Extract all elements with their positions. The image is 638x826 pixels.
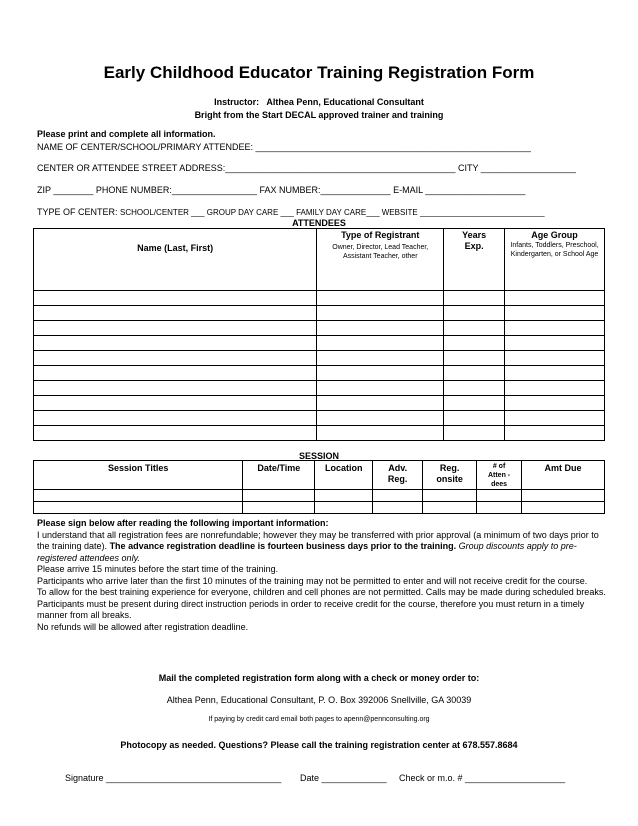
attendee-row [34,336,605,351]
attendee-row [34,291,605,306]
col-name: Name (Last, First) [34,229,317,291]
group-discount-note: Group discounts apply to pre-registered attendees only. [37,541,577,563]
session-adv-cell[interactable] [373,490,423,502]
arrival-note: Please arrive 15 minutes before the start time of the training. [37,564,279,574]
center-type-label: TYPE OF CENTER: [37,207,118,217]
session-onsite-cell[interactable] [423,502,477,514]
attendee-name-cell[interactable] [34,336,317,351]
attendee-type-cell[interactable] [317,291,444,306]
session-amt-cell[interactable] [522,490,605,502]
session-header-row [34,461,605,490]
form-subtitle: Bright from the Start DECAL approved trainer and training [194,110,444,120]
attendee-type-cell[interactable] [317,366,444,381]
session-title-cell[interactable] [34,502,243,514]
attendee-name-cell[interactable] [34,291,317,306]
attendee-type-cell[interactable] [317,426,444,441]
attendee-name-cell[interactable] [34,381,317,396]
attendee-age-cell[interactable] [505,306,605,321]
col-location: Location [315,461,373,490]
attendee-years-cell[interactable] [444,306,505,321]
col-type-note: Owner, Director, Lead Teacher, Assistant Teacher, other [332,244,429,260]
center-type-field[interactable] [37,207,545,217]
attendee-years-cell[interactable] [444,411,505,426]
col-session-titles: Session Titles [34,461,243,490]
session-body [34,490,605,514]
late-arrival-note: Participants who arrive later than the first 10 minutes of the training may not be permitted to enter and will not receive credit for the course. [37,575,588,586]
attendee-type-cell[interactable] [317,381,444,396]
attendee-type-cell[interactable] [317,351,444,366]
attendee-name-cell[interactable] [34,351,317,366]
attendee-type-cell[interactable] [317,306,444,321]
mail-instruction: Mail the completed registration form along with a check or money order to: [158,673,480,683]
registration-deadline: The advance registration deadline is fourteen business days prior to the training. [109,541,457,551]
attendee-age-cell[interactable] [505,321,605,336]
form-title: Early Childhood Educator Training Registration Form [103,63,535,82]
attendee-row [34,366,605,381]
session-count-cell[interactable] [477,502,522,514]
center-type-options[interactable]: SCHOOL/CENTER ___ GROUP DAY CARE ___ FAMILY DAY CARE___ WEBSITE ____________________________ [120,208,545,217]
attendees-caption: ATTENDEES [292,218,346,228]
address-field[interactable]: CENTER OR ATTENDEE STREET ADDRESS:______________________________________________ CITY ___________________ [37,163,576,173]
instructor-name: Althea Penn, Educational Consultant [266,97,424,107]
mailing-address: Althea Penn, Educational Consultant, P. O. Box 392006 Snellville, GA 30039 [166,695,472,705]
attendee-type-cell[interactable] [317,411,444,426]
attendee-row [34,351,605,366]
col-amt-due: Amt Due [522,461,605,490]
col-type: Type of Registrant Owner, Director, Lead Teacher, Assistant Teacher, other [317,229,444,291]
col-age-note: Infants, Toddlers, Preschool, Kindergarten, or School Age [510,242,599,258]
attendee-years-cell[interactable] [444,381,505,396]
attendees-header-row [34,229,605,291]
check-number-line[interactable]: Check or m.o. # ____________________ [399,773,566,783]
attendee-years-cell[interactable] [444,336,505,351]
contact-field[interactable]: ZIP ________ PHONE NUMBER:_________________ FAX NUMBER:______________ E-MAIL ____________________ [37,185,526,195]
attendee-name-cell[interactable] [34,321,317,336]
refund-policy: I understand that all registration fees are nonrefundable; however they may be transferred with prior approval (a minimum of two days prior to the training date). The advance registration deadline is fourteen business days prior to the training. Group discounts apply to pre-registered attendees only. [37,529,599,563]
attendee-years-cell[interactable] [444,291,505,306]
session-title-cell[interactable] [34,490,243,502]
attendee-age-cell[interactable] [505,366,605,381]
attendee-type-cell[interactable] [317,396,444,411]
attendees-table [33,228,605,441]
notes-heading: Please sign below after reading the following important information: [37,518,329,528]
attendee-age-cell[interactable] [505,291,605,306]
date-line[interactable]: Date _____________ [300,773,387,783]
attendee-age-cell[interactable] [505,396,605,411]
attendance-note: Participants must be present during direct instruction periods in order to receive credit for the course, therefore you must return in a timely manner from all breaks. [37,598,585,620]
attendee-row [34,426,605,441]
attendee-age-cell[interactable] [505,426,605,441]
col-date-time: Date/Time [243,461,315,490]
attendee-years-cell[interactable] [444,351,505,366]
attendee-years-cell[interactable] [444,396,505,411]
attendee-row [34,321,605,336]
col-age-group: Age Group Infants, Toddlers, Preschool, Kindergarten, or School Age [505,229,605,291]
attendee-type-cell[interactable] [317,321,444,336]
session-amt-cell[interactable] [522,502,605,514]
credit-card-note: If paying by credit card email both pages to apenn@pennconsulting.org [208,716,430,723]
attendee-type-cell[interactable] [317,336,444,351]
attendee-name-cell[interactable] [34,426,317,441]
col-reg-onsite: Reg. onsite [423,461,477,490]
session-table [33,460,605,514]
attendee-years-cell[interactable] [444,366,505,381]
attendee-row [34,396,605,411]
attendee-name-cell[interactable] [34,306,317,321]
print-instruction: Please print and complete all information. [37,129,216,139]
attendee-row [34,411,605,426]
attendee-years-cell[interactable] [444,321,505,336]
attendee-age-cell[interactable] [505,411,605,426]
session-row [34,502,605,514]
center-name-field[interactable]: NAME OF CENTER/SCHOOL/PRIMARY ATTENDEE: _______________________________________________________ [37,142,531,152]
attendee-age-cell[interactable] [505,351,605,366]
col-years: Years Exp. [444,229,505,291]
attendee-name-cell[interactable] [34,366,317,381]
session-adv-cell[interactable] [373,502,423,514]
session-onsite-cell[interactable] [423,490,477,502]
instructor-line [0,97,638,107]
session-location-cell[interactable] [315,490,373,502]
attendee-name-cell[interactable] [34,396,317,411]
session-datetime-cell[interactable] [243,502,315,514]
session-caption: SESSION [298,451,339,461]
session-datetime-cell[interactable] [243,490,315,502]
session-location-cell[interactable] [315,502,373,514]
photocopy-note: Photocopy as needed. Questions? Please call the training registration center at 678.557.8684 [120,740,518,750]
no-refund-note: No refunds will be allowed after registration deadline. [37,621,249,632]
attendee-age-cell[interactable] [505,381,605,396]
col-adv-reg: Adv. Reg. [373,461,423,490]
attendee-row [34,306,605,321]
instructor-label: Instructor: [214,97,260,107]
attendees-body [34,291,605,441]
attendee-years-cell[interactable] [444,426,505,441]
session-row [34,490,605,502]
important-information [37,518,607,633]
attendee-name-cell[interactable] [34,411,317,426]
session-count-cell[interactable] [477,490,522,502]
signature-line[interactable]: Signature ___________________________________ [65,773,282,783]
col-attendee-count: # of Atten -dees [477,461,522,490]
attendee-age-cell[interactable] [505,336,605,351]
phones-note: To allow for the best training experience for everyone, children and cell phones are not permitted. Calls may be made during scheduled breaks. [37,587,606,597]
attendee-row [34,381,605,396]
